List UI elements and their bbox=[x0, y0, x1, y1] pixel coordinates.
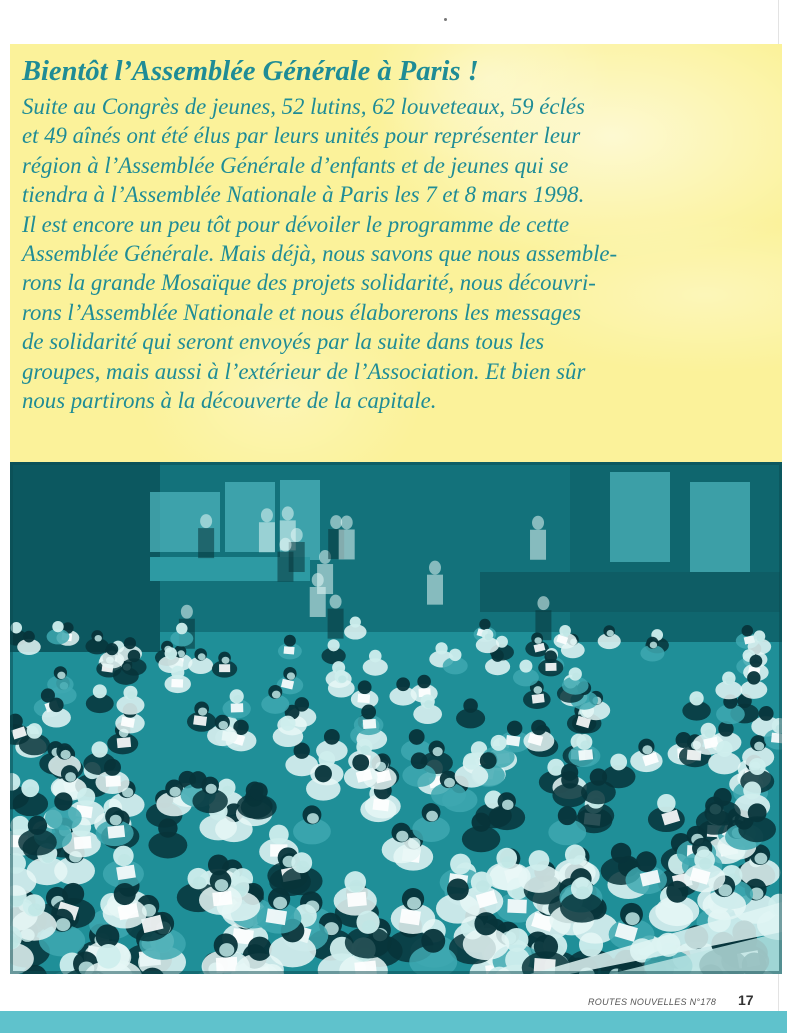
footer-bar bbox=[0, 1011, 787, 1033]
article-line: Il est encore un peu tôt pour dévoiler le programme de cette bbox=[22, 211, 570, 237]
print-speck bbox=[444, 18, 447, 21]
article-line: tiendra à l’Assemblée Nationale à Paris les 7 et 8 mars 1998. bbox=[22, 182, 585, 208]
article-headline: Bientôt l’Assemblée Générale à Paris ! bbox=[22, 56, 479, 87]
article-line: Assemblée Générale. Mais déjà, nous savons que nous assemble- bbox=[22, 240, 618, 266]
footer-page-number: 17 bbox=[738, 992, 754, 1008]
article-line: et 49 aînés ont été élus par leurs unités pour représenter leur bbox=[22, 123, 581, 149]
article-line: rons la grande Mosaïque des projets solidarité, nous découvri- bbox=[22, 270, 596, 296]
footer-magazine-title: ROUTES NOUVELLES N°178 bbox=[588, 997, 717, 1007]
article-line: région à l’Assemblée Générale d’enfants et de jeunes qui se bbox=[22, 152, 569, 178]
article-line: de solidarité qui seront envoyés par la suite dans tous les bbox=[22, 329, 545, 355]
article-line: rons l’Assemblée Nationale et nous élaborerons les messages bbox=[22, 299, 582, 325]
article-line: nous partirons à la découverte de la capitale. bbox=[22, 387, 437, 413]
article-line: Suite au Congrès de jeunes, 52 lutins, 62 louveteaux, 59 éclés bbox=[22, 94, 585, 119]
article-body bbox=[22, 92, 774, 415]
crowd-photo bbox=[10, 462, 782, 974]
article-line: groupes, mais aussi à l’extérieur de l’Association. Et bien sûr bbox=[22, 358, 586, 384]
crowd-photo-image bbox=[10, 462, 782, 974]
